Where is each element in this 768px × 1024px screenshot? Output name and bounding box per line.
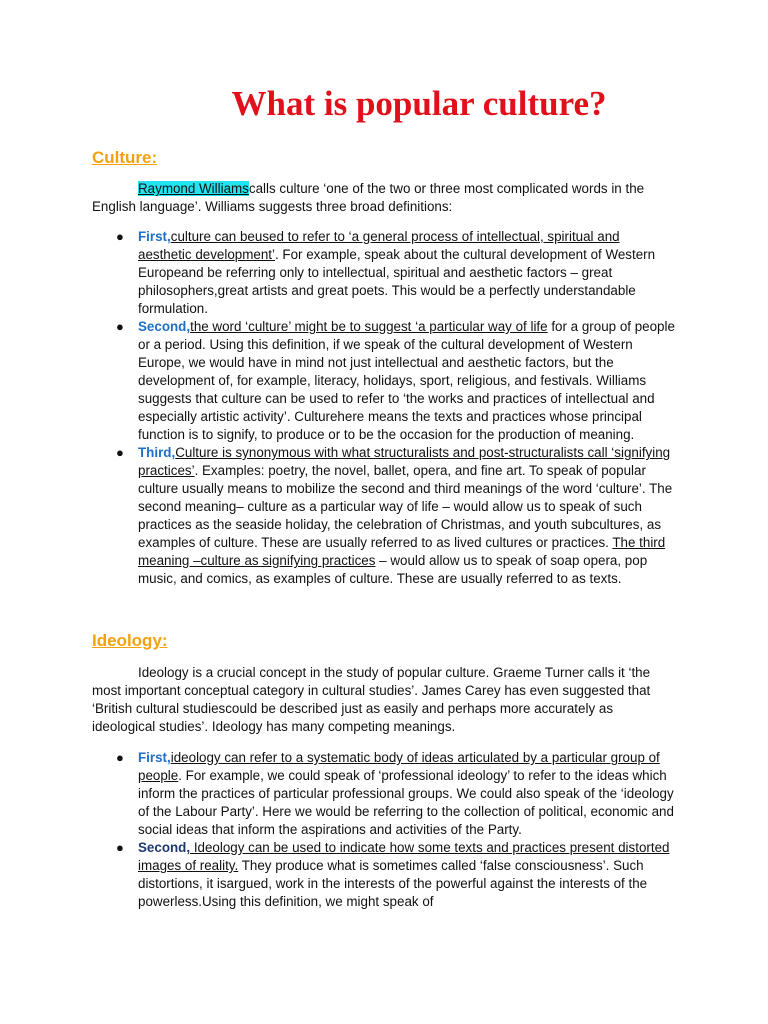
bullet-text: for a group of people or a period. Using this definition, if we speak of the cultural development of Western Europe, we would have in mind not just intellectual and aesthetic factors, but the development of, for example, literacy, holidays, sport, religious, and festivals. Williams suggests that culture can be used to refer to ‘the works and practices of intellectual and especially artistic activity’. Culturehere means the texts and practices whose principal function is to signify, to produce or to be the occasion for the production of meaning. [138,319,675,442]
bullet-lead: First, [138,229,171,244]
bullet-underlined: ideology can refer to a systematic body of ideas articulated by a particular group of people [138,750,660,783]
ideology-definitions-list [116,749,676,911]
page-title: What is popular culture? [231,84,607,123]
list-item [116,228,676,318]
bullet-lead: Third, [138,445,176,460]
raymond-williams-highlight: Raymond Williams [138,181,249,196]
bullet-icon: ● [116,750,124,765]
bullet-underlined-secondary: The third meaning –culture as signifying practices [138,535,666,568]
bullet-lead: First, [138,750,171,765]
bullet-icon: ● [116,229,124,244]
culture-intro [92,180,677,216]
culture-heading: Culture: [92,148,158,167]
bullet-icon: ● [116,840,124,855]
bullet-icon: ● [116,319,124,334]
bullet-text: . For example, speak about the cultural development of Western Europeand be referring only to intellectual, spiritual and aesthetic factors – great philosophers,great artists and great poets. This would be a perfectly understandable formulation. [138,247,656,316]
bullet-underlined: Ideology can be used to indicate how some texts and practices present distorted images of reality. [138,840,670,873]
ideology-intro: Ideology is a crucial concept in the study of popular culture. Graeme Turner calls it ‘the most important conceptual category in cultural studies’. James Carey has even suggested that ‘British cultural studiescould be described just as easily and perhaps more accurately as ideological studies’. Ideology has many competing meanings. [92,665,651,734]
list-item [116,749,676,839]
bullet-underlined: Culture is synonymous with what structuralists and post-structuralists call ‘signifying practices’ [138,445,671,478]
bullet-icon: ● [116,445,124,460]
bullet-lead: Second, [138,319,191,334]
bullet-text: They produce what is sometimes called ‘false consciousness’. Such distortions, it isargued, work in the interests of the powerful against the interests of the powerless.Using this definition, we might speak of [138,858,648,909]
ideology-heading: Ideology: [92,631,168,650]
bullet-text: . Examples: poetry, the novel, ballet, opera, and fine art. To speak of popular culture usually means to mobilize the second and third meanings of the word ‘culture’. The second meaning– culture as a particular way of life – would allow us to speak of such practices as the seaside holiday, the celebration of Christmas, and youth subcultures, as examples of culture. These are usually referred to as lived cultures or practices. [138,463,673,550]
bullet-text: . For example, we could speak of ‘professional ideology’ to refer to the ideas which inform the practices of particular professional groups. We could also speak of the ‘ideology of the Labour Party’. Here we would be referring to the collection of political, economic and social ideas that inform the aspirations and activities of the Party. [138,768,674,837]
bullet-underlined: culture can beused to refer to ‘a general process of intellectual, spiritual and aesthetic development’ [138,229,620,262]
bullet-lead: Second, [138,840,191,855]
culture-definitions-list [116,228,676,588]
list-item [116,444,676,588]
bullet-text-secondary: – would allow us to speak of soap opera, pop music, and comics, as examples of culture. These are usually referred to as texts. [138,553,648,586]
bullet-underlined: the word ‘culture’ might be to suggest ‘a particular way of life [190,319,548,334]
list-item [116,839,676,911]
culture-intro-text: calls culture ‘one of the two or three most complicated words in the English language’. Williams suggests three broad definitions: [92,181,645,214]
list-item [116,318,676,444]
